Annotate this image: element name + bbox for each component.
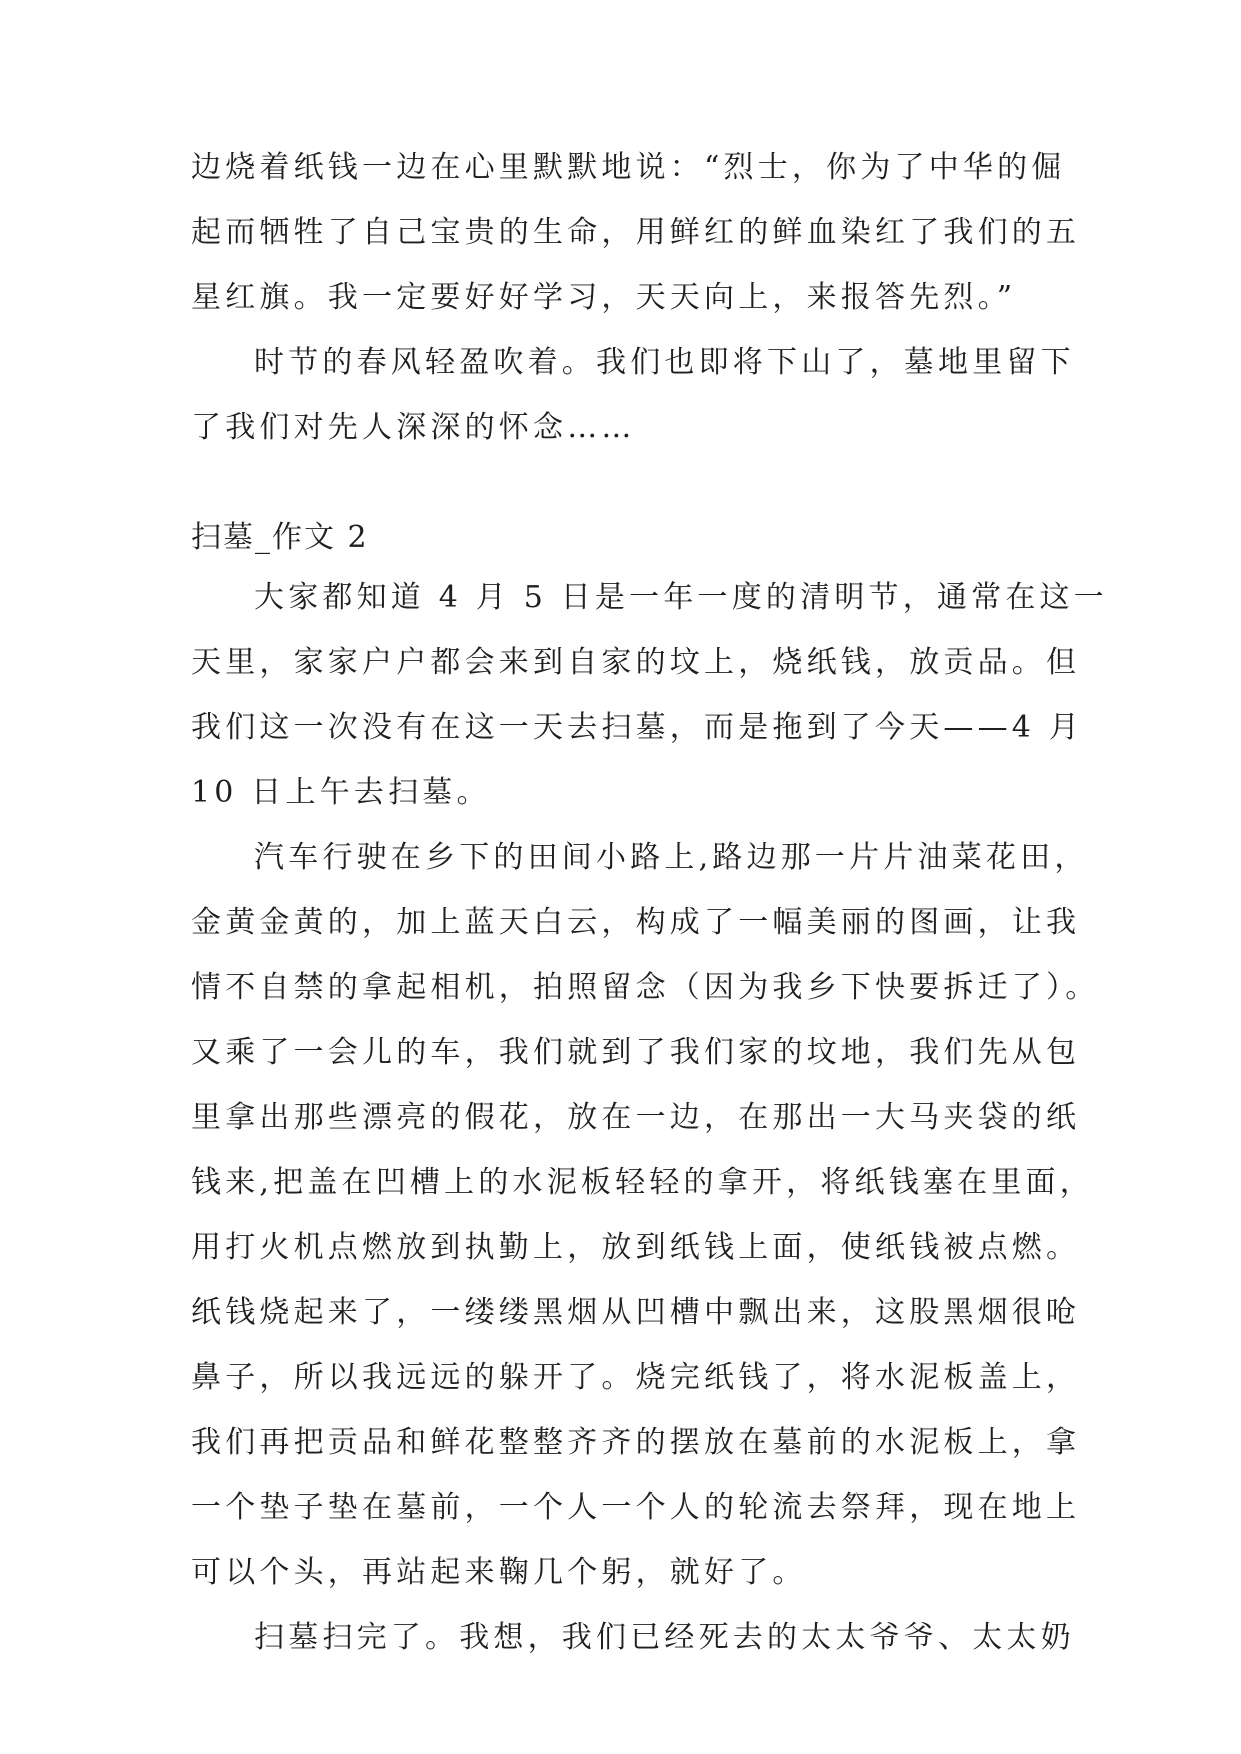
text-line: 纸钱烧起来了，一缕缕黑烟从凹槽中飘出来，这股黑烟很呛 <box>191 1295 1081 1330</box>
text-line: 情不自禁的拿起相机，拍照留念（因为我乡下快要拆迁了）。 <box>191 970 1100 1005</box>
text-line: 了我们对先人深深的怀念…… <box>191 410 636 445</box>
text-line: 起而牺牲了自己宝贵的生命，用鲜红的鲜血染红了我们的五 <box>191 215 1081 250</box>
text-line: 鼻子，所以我远远的躲开了。烧完纸钱了，将水泥板盖上， <box>191 1360 1081 1395</box>
text-line: 星红旗。我一定要好好学习，天天向上，来报答先烈。” <box>191 280 1017 315</box>
text-line: 金黄金黄的，加上蓝天白云，构成了一幅美丽的图画，让我 <box>191 905 1081 940</box>
text-line: 又乘了一会儿的车，我们就到了我们家的坟地，我们先从包 <box>191 1035 1081 1070</box>
paragraph-start-line: 大家都知道 4 月 5 日是一年一度的清明节，通常在这一 <box>254 580 1108 615</box>
paragraph-start-line: 汽车行驶在乡下的田间小路上,路边那一片片油菜花田， <box>254 840 1089 875</box>
text-line: 我们这一次没有在这一天去扫墓，而是拖到了今天——4 月 <box>191 710 1084 745</box>
text-line: 我们再把贡品和鲜花整整齐齐的摆放在墓前的水泥板上，拿 <box>191 1425 1081 1460</box>
text-line: 可以个头，再站起来鞠几个躬，就好了。 <box>191 1555 807 1590</box>
paragraph-start-line: 扫墓扫完了。我想，我们已经死去的太太爷爷、太太奶 <box>254 1620 1075 1655</box>
text-line: 用打火机点燃放到执勤上，放到纸钱上面，使纸钱被点燃。 <box>191 1230 1081 1265</box>
text-line: 里拿出那些漂亮的假花，放在一边，在那出一大马夹袋的纸 <box>191 1100 1081 1135</box>
paragraph-start-line: 时节的春风轻盈吹着。我们也即将下山了，墓地里留下 <box>254 345 1075 380</box>
section-heading: 扫墓_作文 2 <box>191 520 369 555</box>
text-line: 钱来,把盖在凹槽上的水泥板轻轻的拿开，将纸钱塞在里面， <box>191 1165 1094 1200</box>
text-line: 一个垫子垫在墓前，一个人一个人的轮流去祭拜，现在地上 <box>191 1490 1081 1525</box>
text-line: 边烧着纸钱一边在心里默默地说：“烈士，你为了中华的倔 <box>191 150 1066 185</box>
text-line: 10 日上午去扫墓。 <box>191 775 491 810</box>
text-line: 天里，家家户户都会来到自家的坟上，烧纸钱，放贡品。但 <box>191 645 1081 680</box>
